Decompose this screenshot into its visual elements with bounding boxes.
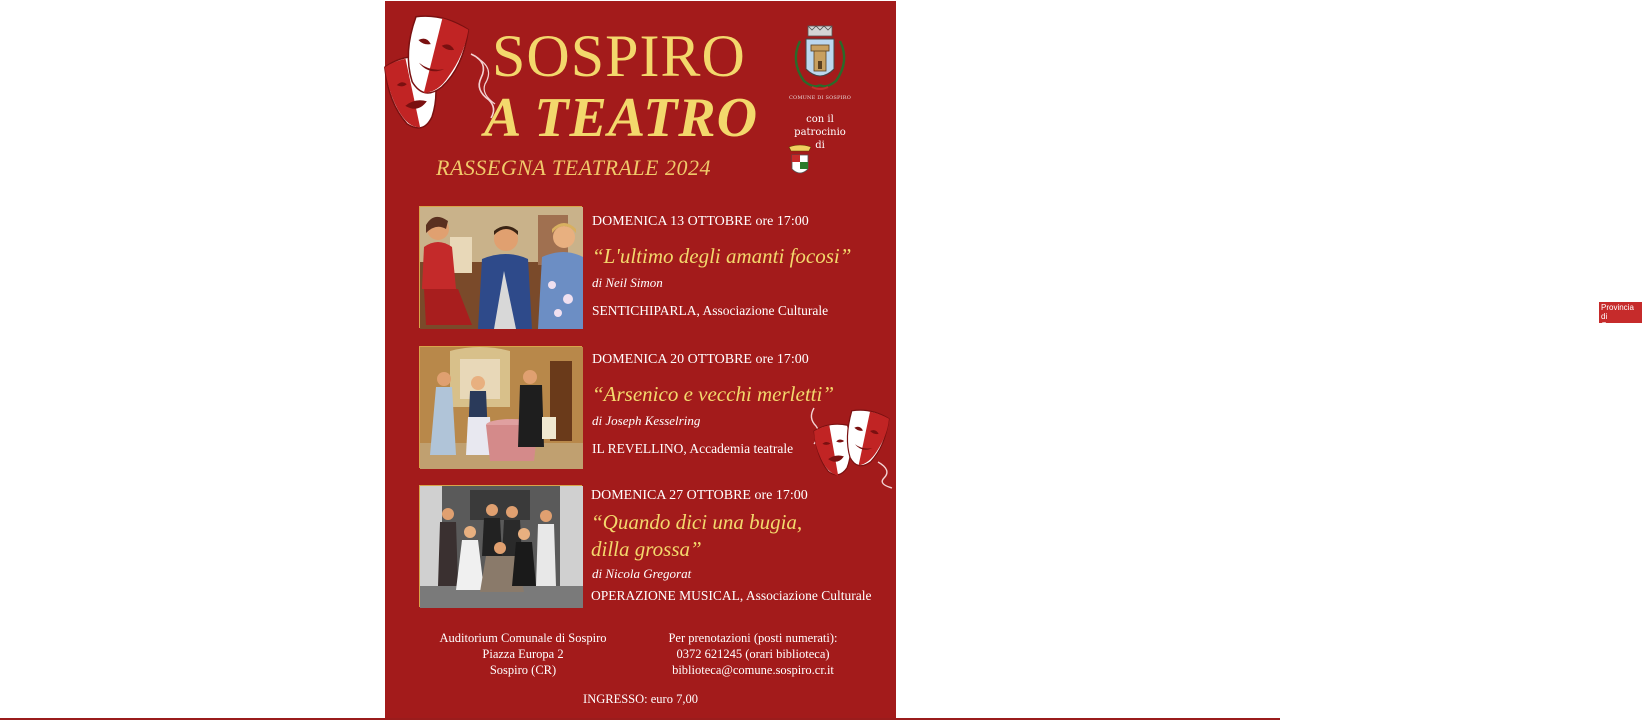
event-photo-2 [419, 346, 582, 468]
venue-info [423, 630, 623, 678]
event-photo-1 [419, 206, 582, 328]
municipal-crest-icon [786, 25, 854, 97]
booking-info [648, 630, 858, 678]
event-title: “L'ultimo degli amanti focosi” [592, 244, 852, 268]
province-logo-icon [787, 145, 1634, 330]
event-title: “Arsenico e vecchi merletti” [592, 382, 835, 406]
event-date: DOMENICA 13 OTTOBRE ore 17:00 [592, 214, 809, 229]
booking-phone: 0372 621245 (orari biblioteca) [676, 647, 830, 661]
crest-caption: COMUNE DI SOSPIRO [789, 95, 851, 101]
booking-email: biblioteca@comune.sospiro.cr.it [672, 663, 834, 677]
province-label-line: Provincia [1601, 303, 1634, 312]
venue-line: Sospiro (CR) [489, 663, 557, 677]
event-author: di Joseph Kesselring [592, 413, 701, 428]
event-company: IL REVELLINO, Accademia teatrale [592, 441, 794, 456]
event-date: DOMENICA 20 OTTOBRE ore 17:00 [592, 352, 809, 367]
patronage-line: con il [806, 114, 834, 125]
event-author: di Neil Simon [592, 275, 663, 290]
event-photo-3 [419, 485, 582, 607]
event-date: DOMENICA 27 OTTOBRE ore 17:00 [591, 488, 808, 503]
event-company: OPERAZIONE MUSICAL, Associazione Culturale [591, 588, 872, 603]
patronage-line: patrocinio di [794, 127, 846, 151]
entry-price: INGRESSO: euro 7,00 [583, 692, 698, 706]
event-author: di Nicola Gregorat [592, 566, 692, 581]
event-company: SENTICHIPARLA, Associazione Culturale [592, 303, 829, 318]
venue-line: Auditorium Comunale di Sospiro [439, 631, 607, 645]
booking-line: Per prenotazioni (posti numerati): [668, 631, 838, 645]
province-label [1599, 302, 1642, 330]
province-label-line: di Cremona [1601, 312, 1634, 330]
event-title: “Quando dici una bugia, [591, 510, 803, 534]
event-title: dilla grossa” [591, 537, 702, 561]
poster-subtitle: RASSEGNA TEATRALE 2024 [436, 155, 711, 180]
venue-line: Piazza Europa 2 [482, 647, 564, 661]
poster-title-line2: A TEATRO [484, 87, 759, 149]
poster-title-line1: SOSPIRO [492, 23, 746, 89]
theatre-masks-icon [806, 404, 896, 492]
